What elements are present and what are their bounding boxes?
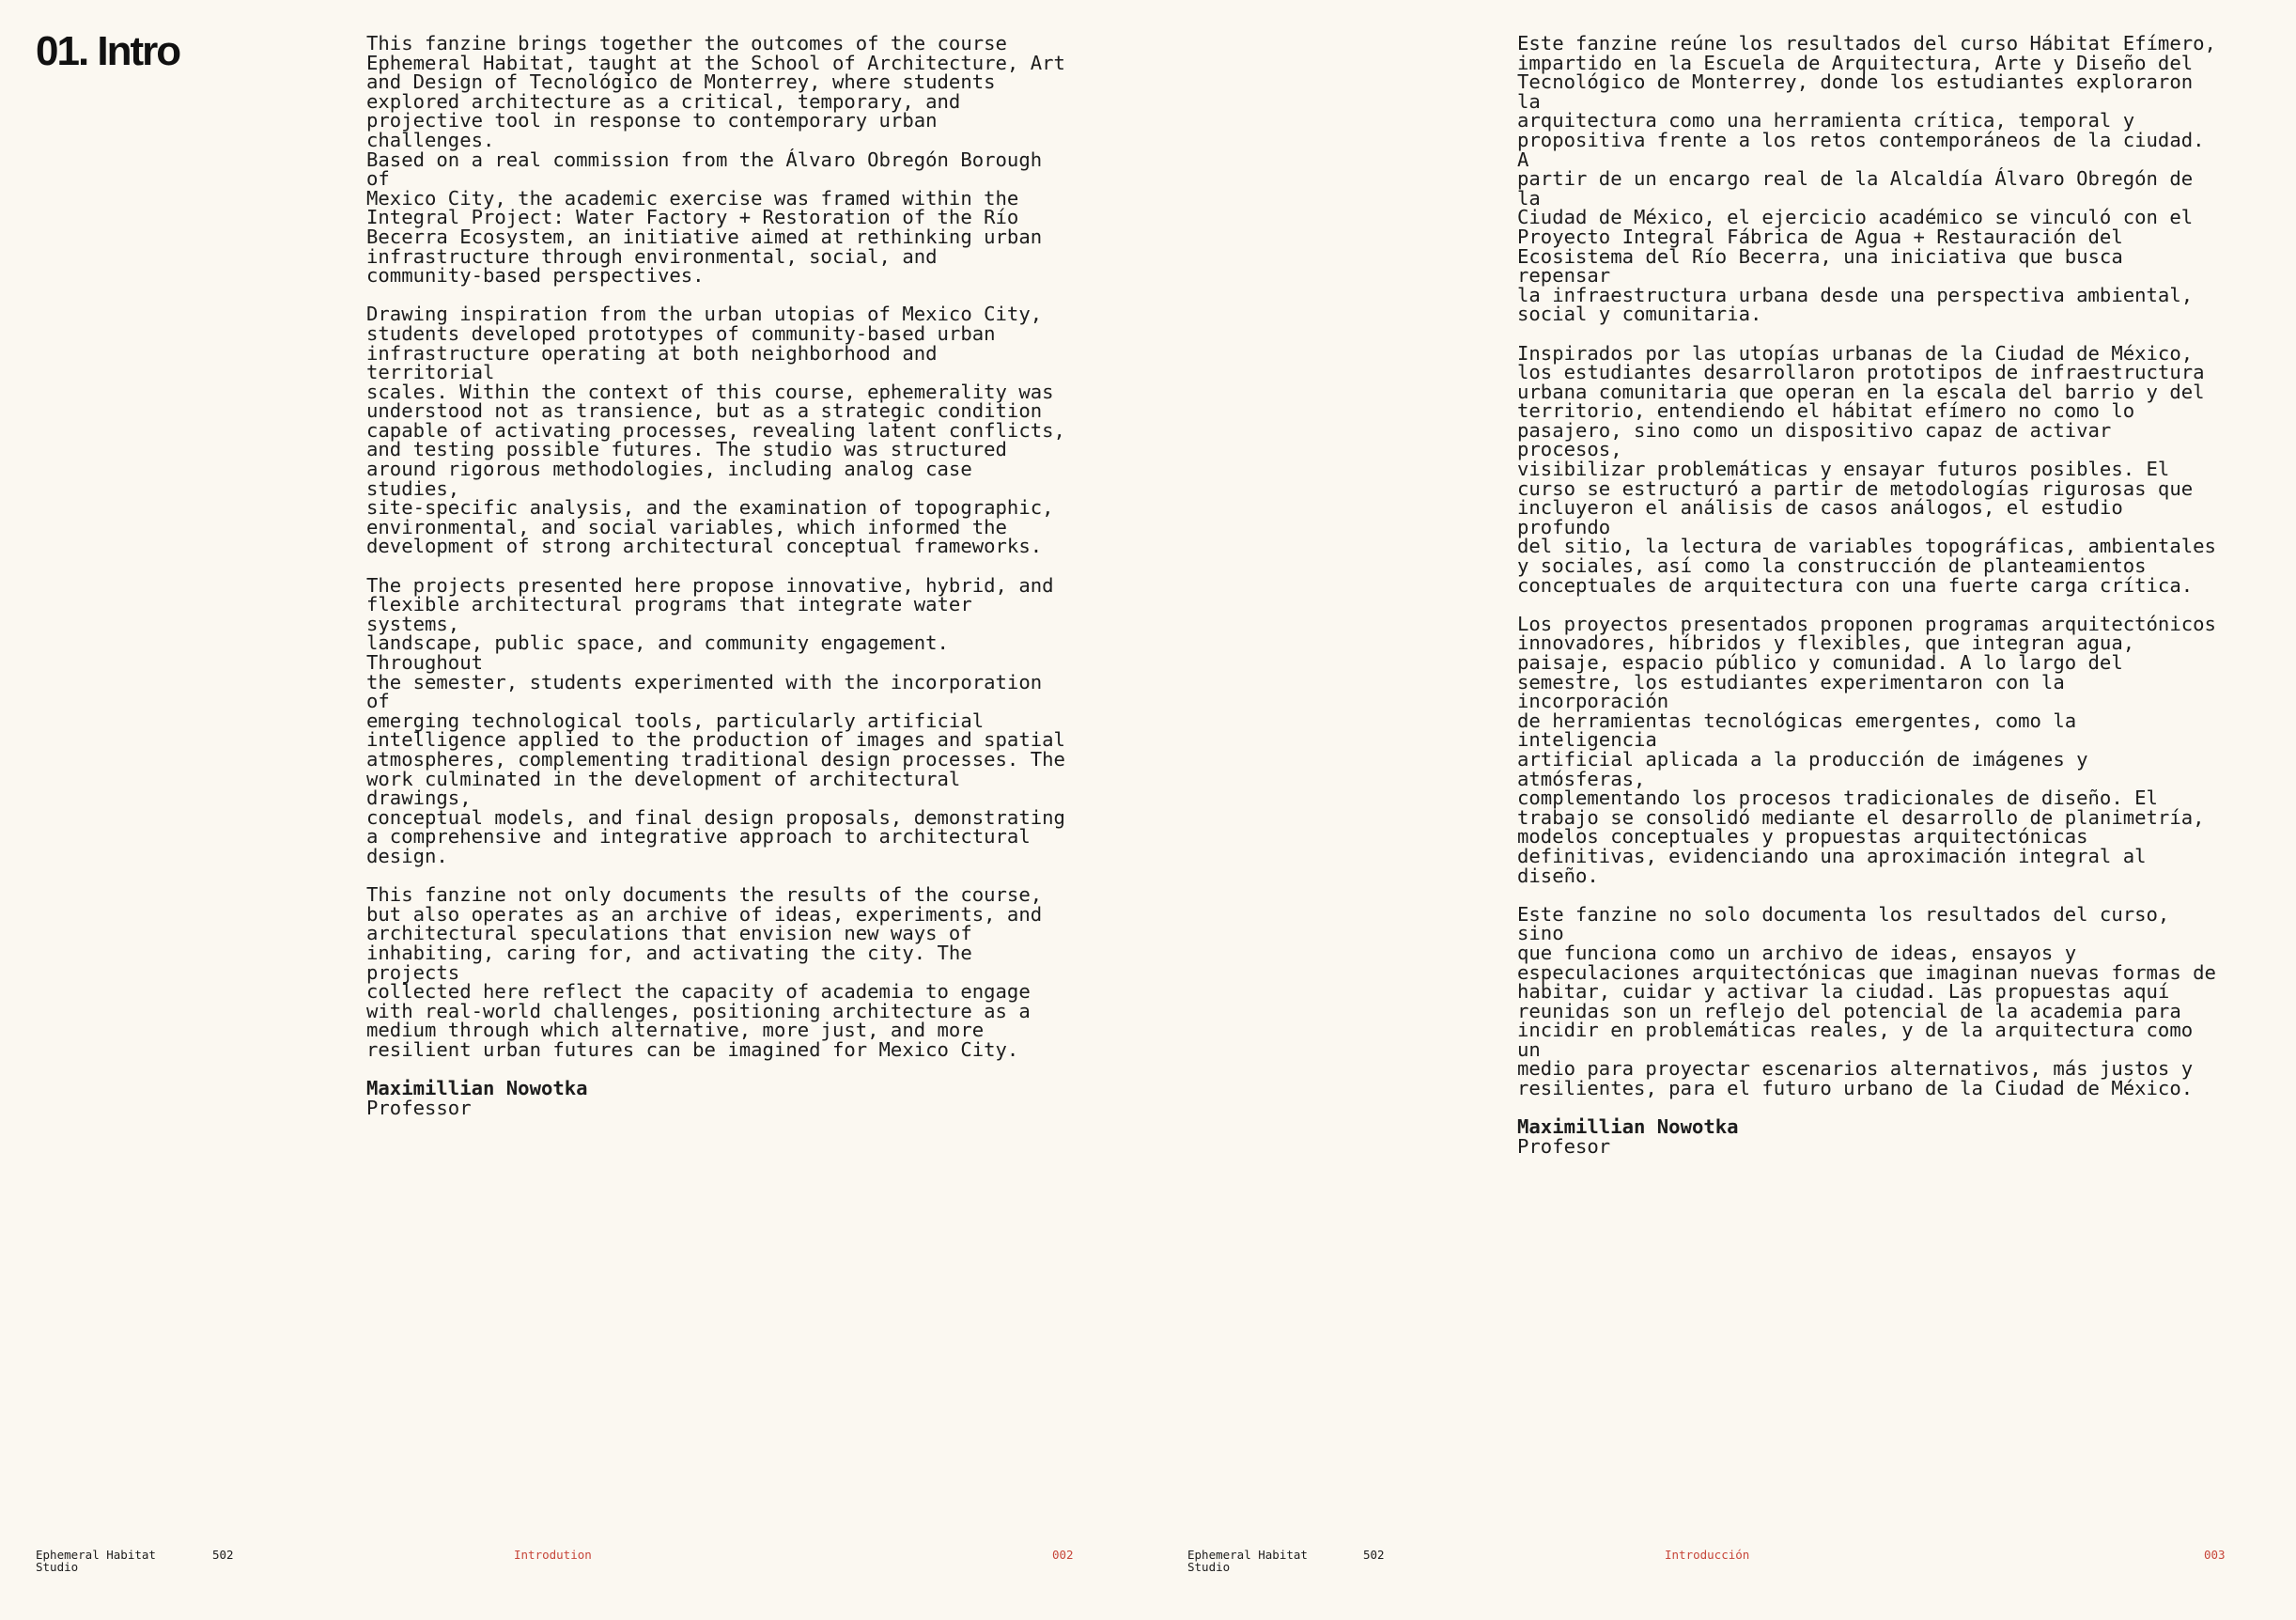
paragraph: Este fanzine reúne los resultados del curso Hábitat Efímero, impartido en la Escuela de Arquitectura, Arte y Diseño del Tecnológico de Monterrey, donde los estudiantes exploraron la arquitectura como una herramienta crítica, temporal y propositiva frente a los retos contemporáneos de la ciudad. A partir de un encargo real de la Alcaldía Álvaro Obregón de la Ciudad de México, el ejercicio académico se vinculó con el Proyecto Integral Fábrica de Agua + Restauración del Ecosistema del Río Becerra, una iniciativa que busca repensar la infraestructura urbana desde una perspectiva ambiental, social y comunitaria.: [1517, 32, 2216, 326]
signature-role: Professor: [366, 1096, 472, 1119]
paragraph: Drawing inspiration from the urban utopias of Mexico City, students developed prototypes of community-based urban infrastructure operating at both neighborhood and territorial scales. Within the context of this course, ephemerality was understood not as transience, but as a strategic condition capable of activating processes, revealing latent conflicts, and testing possible futures. The studio was structured around rigorous methodologies, including analog case studies, site-specific analysis, and the examination of topographic, environmental, and social variables, which informed the development of strong architectural conceptual frameworks.: [366, 303, 1065, 558]
footer-course-code: 502: [212, 1548, 234, 1562]
paragraph: Los proyectos presentados proponen programas arquitectónicos innovadores, híbridos y flexibles, que integran agua, paisaje, espacio público y comunidad. A lo largo del semestre, los estudiantes experimentaron con la incorporación de herramientas tecnológicas emergentes, como la inteligencia artificial aplicada a la producción de imágenes y atmósferas, complementando los procesos tradicionales de diseño. El trabajo se consolidó mediante el desarrollo de planimetría, modelos conceptuales y propuestas arquitectónicas definitivas, evidenciando una aproximación integral al diseño.: [1517, 612, 2216, 887]
signature-name: Maximillian Nowotka: [366, 1077, 588, 1100]
signature-role: Profesor: [1517, 1134, 1611, 1158]
paragraph: This fanzine not only documents the results of the course, but also operates as an archive of ideas, experiments, and architectural speculations that envision new ways of inhabiting, caring for, and activating the city. The projects collected here reflect the capacity of academia to engage with real-world challenges, positioning architecture as a medium through which alternative, more just, and more resilient urban futures can be imagined for Mexico City.: [366, 883, 1043, 1061]
footer-course-code: 502: [1363, 1548, 1385, 1562]
english-text-column: [366, 34, 1077, 1117]
footer-section-name: Introdution: [514, 1548, 592, 1562]
page-title: 01. Intro: [36, 28, 180, 74]
signature-name: Maximillian Nowotka: [1517, 1115, 1739, 1139]
footer-studio-name: Ephemeral Habitat Studio: [36, 1548, 156, 1574]
footer-section-name: Introducción: [1665, 1548, 1750, 1562]
paragraph: The projects presented here propose innovative, hybrid, and flexible architectural programs that integrate water systems, landscape, public space, and community engagement. Throughout the semester, students experimented with the incorporation of emerging technological tools, particularly artificial intelligence applied to the production of images and spatial atmospheres, complementing traditional design processes. The work culminated in the development of architectural drawings, conceptual models, and final design proposals, demonstrating a comprehensive and integrative approach to architectural design.: [366, 573, 1065, 867]
paragraph: Inspirados por las utopías urbanas de la Ciudad de México, los estudiantes desarrollaron prototipos de infraestructura urbana comunitaria que operan en la escala del barrio y del territorio, entendiendo el hábitat efímero no como lo pasajero, sino como un dispositivo capaz de activar procesos, visibilizar problemáticas y ensayar futuros posibles. El curso se estructuró a partir de metodologías rigurosas que incluyeron el análisis de casos análogos, el estudio profundo del sitio, la lectura de variables topográficas, ambientales y sociales, así como la construcción de planteamientos conceptuales de arquitectura con una fuerte carga crítica.: [1517, 341, 2216, 597]
footer-page-number: 002: [1052, 1548, 1074, 1562]
footer-studio-name: Ephemeral Habitat Studio: [1187, 1548, 1308, 1574]
paragraph: Este fanzine no solo documenta los resultados del curso, sino que funciona como un archivo de ideas, ensayos y especulaciones arquitectónicas que imaginan nuevas formas de habitar, cuidar y activar la ciudad. Las propuestas aquí reunidas son un reflejo del potencial de la academia para incidir en problemáticas reales, y de la arquitectura como un medio para proyectar escenarios alternativos, más justos y resilientes, para el futuro urbano de la Ciudad de México.: [1517, 902, 2216, 1100]
footer-page-number: 003: [2204, 1548, 2226, 1562]
signature: [1517, 1117, 2227, 1156]
paragraph: This fanzine brings together the outcomes of the course Ephemeral Habitat, taught at the School of Architecture, Art and Design of Tecnológico de Monterrey, where students explored architecture as a critical, temporary, and projective tool in response to contemporary urban challenges. Based on a real commission from the Álvaro Obregón Borough of Mexico City, the academic exercise was framed within the Integral Project: Water Factory + Restoration of the Río Becerra Ecosystem, an initiative aimed at rethinking urban infrastructure through environmental, social, and community-based perspectives.: [366, 32, 1065, 288]
signature: [366, 1079, 1077, 1117]
spanish-text-column: [1517, 34, 2227, 1156]
